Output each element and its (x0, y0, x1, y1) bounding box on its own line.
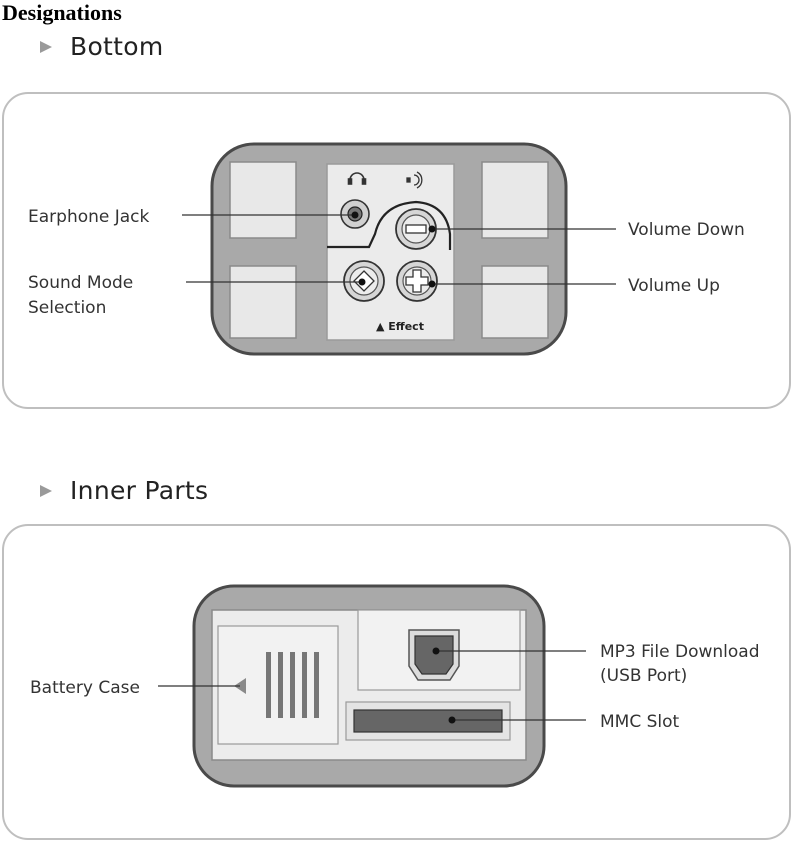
effect-label: ▲ Effect (376, 320, 424, 333)
leader-dot (359, 279, 366, 286)
corner-pad (482, 162, 548, 238)
usb-port (409, 630, 459, 680)
section-title: Bottom (70, 32, 164, 61)
page-title: Designations (2, 0, 122, 25)
earphone-jack-label: Earphone Jack (28, 207, 150, 227)
sound-mode-label-line1: Sound Mode (28, 273, 134, 293)
usb-label-line1: MP3 File Download (600, 642, 760, 662)
volume-down-label: Volume Down (628, 220, 745, 240)
leader-dot (449, 717, 456, 724)
section-title: Inner Parts (70, 476, 209, 505)
usb-label-line2: (USB Port) (600, 666, 688, 686)
section-heading-bottom (40, 32, 164, 61)
leader-dot (429, 226, 436, 233)
sound-mode-label-line2: Selection (28, 298, 107, 318)
mmc-slot-label: MMC Slot (600, 712, 680, 732)
bottom-view-panel (2, 92, 791, 409)
leader-dot (433, 648, 440, 655)
corner-pad (482, 266, 548, 338)
triangle-bullet-icon (40, 41, 52, 53)
leader-dot (352, 212, 359, 219)
control-panel (327, 164, 454, 340)
corner-pad (230, 162, 296, 238)
section-heading-inner-parts (40, 476, 208, 505)
mmc-slot (354, 710, 502, 732)
inner-parts-panel (2, 524, 791, 840)
inner-parts-diagram (4, 526, 789, 838)
minus-icon (406, 225, 426, 233)
battery-case-label: Battery Case (30, 678, 140, 698)
bottom-view-diagram (4, 94, 789, 407)
volume-up-label: Volume Up (628, 276, 720, 296)
leader-dot (429, 281, 436, 288)
triangle-bullet-icon (40, 485, 52, 497)
corner-pad (230, 266, 296, 338)
